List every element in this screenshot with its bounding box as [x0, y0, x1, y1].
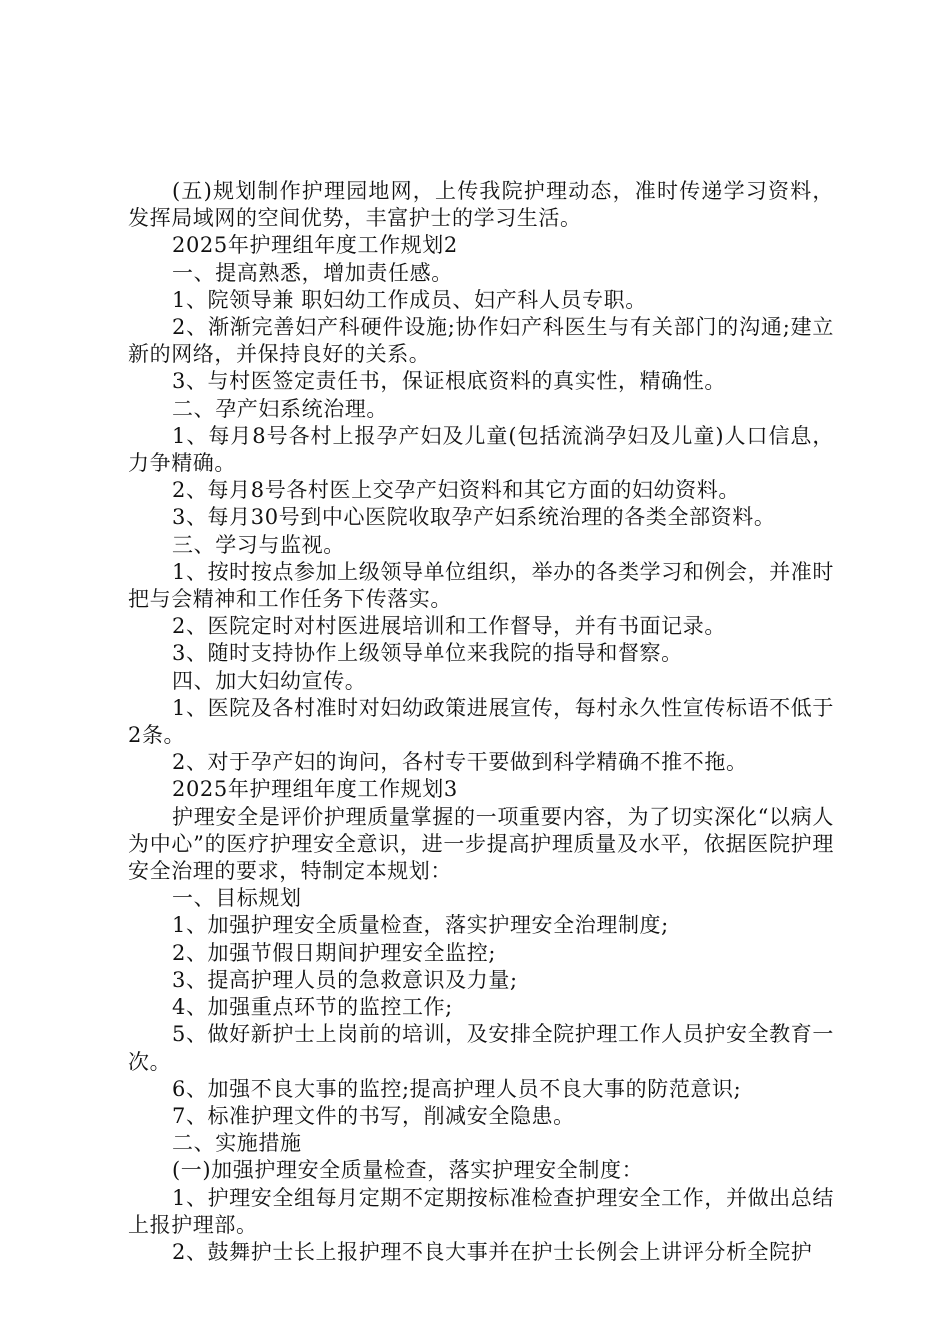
paragraph: 二、实施措施: [172, 1131, 302, 1156]
paragraph: 2、渐渐完善妇产科硬件设施;协作妇产科医生与有关部门的沟通;建立新的网络，并保持良好的关系。: [128, 315, 834, 367]
paragraph: 6、加强不良大事的监控;提高护理人员不良大事的防范意识;: [172, 1076, 742, 1101]
paragraph: 三、学习与监视。: [172, 532, 345, 557]
paragraph: 二、孕产妇系统治理。: [172, 396, 388, 421]
paragraph: 5、做好新护士上岗前的培训，及安排全院护理工作人员护安全教育一次。: [128, 1022, 834, 1074]
paragraph: 1、按时按点参加上级领导单位组织，举办的各类学习和例会，并准时把与会精神和工作任务下传落实。: [128, 559, 834, 612]
paragraph: 一、提高熟悉，增加责任感。: [172, 260, 453, 285]
paragraph: (一)加强护理安全质量检查，落实护理安全制度：: [172, 1158, 644, 1183]
paragraph: 1、加强护理安全质量检查，落实护理安全治理制度;: [172, 913, 669, 938]
paragraph: 3、随时支持协作上级领导单位来我院的指导和督察。: [172, 641, 683, 666]
paragraph: 护理安全是评价护理质量掌握的一项重要内容，为了切实深化“以病人为中心”的医疗护理安全意识，进一步提高护理质量及水平，依据医院护理安全治理的要求，特制定本规划：: [128, 804, 834, 884]
paragraph: 2、对于孕产妇的询问，各村专干要做到科学精确不推不拖。: [172, 750, 748, 775]
paragraph: 一、目标规划: [172, 886, 302, 911]
document-body: [128, 178, 834, 1266]
paragraph: 2、鼓舞护士长上报护理不良大事并在护士长例会上讲评分析全院护: [172, 1239, 813, 1264]
paragraph: 四、加大妇幼宣传。: [172, 668, 367, 693]
paragraph: (五)规划制作护理园地网，上传我院护理动态，准时传递学习资料，发挥局域网的空间优势，丰富护士的学习生活。: [128, 179, 834, 231]
paragraph: 3、每月30号到中心医院收取孕产妇系统治理的各类全部资料。: [172, 505, 776, 530]
section-heading: 2025年护理组年度工作规划3: [172, 777, 458, 802]
section-heading: 2025年护理组年度工作规划2: [172, 233, 458, 258]
paragraph: 3、与村医签定责任书，保证根底资料的真实性，精确性。: [172, 369, 726, 394]
paragraph: 2、医院定时对村医进展培训和工作督导，并有书面记录。: [172, 614, 726, 639]
paragraph: 4、加强重点环节的监控工作;: [172, 995, 453, 1020]
paragraph: 7、标准护理文件的书写，削减安全隐患。: [172, 1103, 575, 1128]
paragraph: 3、提高护理人员的急救意识及力量;: [172, 967, 518, 992]
paragraph: 1、院领导兼 职妇幼工作成员、妇产科人员专职。: [172, 287, 647, 312]
paragraph: 1、每月8号各村上报孕产妇及儿童(包括流淌孕妇及儿童)人口信息，力争精确。: [128, 423, 834, 476]
paragraph: 1、护理安全组每月定期不定期按标准检查护理安全工作，并做出总结上报护理部。: [128, 1185, 834, 1237]
paragraph: 1、医院及各村准时对妇幼政策进展宣传，每村永久性宣传标语不低于2条。: [128, 695, 834, 748]
paragraph: 2、每月8号各村医上交孕产妇资料和其它方面的妇幼资料。: [172, 478, 740, 503]
paragraph: 2、加强节假日期间护理安全监控;: [172, 940, 497, 965]
